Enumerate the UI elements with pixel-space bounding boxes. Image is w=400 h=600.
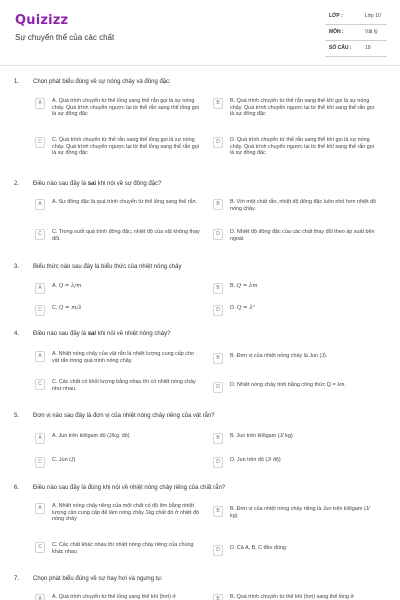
option-letter: A bbox=[35, 283, 45, 294]
question-text-part: khi nói về nhiệt nóng chảy? bbox=[96, 331, 171, 337]
option-letter: B bbox=[213, 594, 223, 600]
option-text: C. Quá trình chuyển từ thể rắn sang thể lỏng gọi là sự nóng chảy. Quá trình chuyển ngược lại từ thể lỏng sang thể rắn gọi là sự đông đặc bbox=[52, 137, 200, 157]
option-letter: D bbox=[213, 382, 223, 393]
question-number: 7. bbox=[14, 576, 20, 582]
option-text bbox=[230, 283, 378, 290]
question-number: 1. bbox=[14, 79, 20, 85]
header-divider bbox=[0, 65, 400, 66]
option-letter: B bbox=[213, 199, 223, 210]
option-text: C. Trong suốt quá trình đông đặc, nhiệt độ của vật không thay đổi. bbox=[52, 229, 200, 242]
question-number: 5. bbox=[14, 413, 20, 419]
option-text: D. Nhiệt độ đông đặc của các chất thay đổi theo áp suất bên ngoài. bbox=[230, 229, 375, 242]
question-number: 6. bbox=[14, 485, 20, 491]
option-letter: B bbox=[213, 283, 223, 294]
option-text: C. Các chất khác nhau thì nhiệt nóng chảy riêng của chúng khác nhau bbox=[52, 542, 194, 555]
option-text bbox=[52, 305, 200, 312]
option-text: B. Jun trên kilôgam (J/ kg) bbox=[230, 433, 293, 439]
question-number: 2. bbox=[14, 181, 20, 187]
option-letter: B bbox=[213, 506, 223, 517]
question-text-part: khi nói về sự đông đặc? bbox=[96, 181, 162, 187]
option-letter: C bbox=[35, 457, 45, 468]
option-text: D. Nhiệt nóng chảy tính bằng công thức Q = λm. bbox=[230, 382, 346, 388]
option-text: A. Quá trình chuyển từ thể lỏng sang thể rắn gọi là sự nóng chảy. Quá trình chuyển ngược lại từ thể rắn sang thể lỏng gọi là sự đông đặc bbox=[52, 98, 200, 118]
option-letter: A bbox=[35, 594, 45, 600]
worksheet-meta bbox=[325, 10, 387, 58]
formula: Q = λ/m bbox=[58, 283, 82, 289]
option-letter: C bbox=[35, 137, 45, 148]
option-prefix: B. bbox=[230, 283, 236, 289]
option-letter: D bbox=[213, 229, 223, 240]
question-text: Biểu thức nào sau đây là biểu thức của nhiệt nóng chảy bbox=[33, 264, 182, 270]
meta-row-subject bbox=[325, 26, 387, 41]
option-text: D. Jun trên độ (J/ độ) bbox=[230, 457, 281, 463]
option-text: A. Nhiệt nóng chảy riêng của một chất có độ lớn bằng nhiệt lượng cần cung cấp để làm nóng chảy 1kg chất đó ở nhiệt độ nóng chảy bbox=[52, 503, 200, 523]
option-text: C. Các chất có khối lượng bằng nhau thì có nhiệt nóng chảy như nhau. bbox=[52, 379, 196, 392]
option-text: A. Sự đông đặc là quá trình chuyển từ thể lỏng sang thể rắn. bbox=[52, 199, 198, 205]
option-prefix: A. bbox=[52, 283, 58, 289]
question-text: Điều nào sau đây là đúng khi nói về nhiệt nóng chảy riêng của chất rắn? bbox=[33, 485, 226, 491]
question-emphasis: sai bbox=[87, 331, 97, 337]
question-text bbox=[33, 181, 383, 187]
option-letter: D bbox=[213, 137, 223, 148]
option-letter: B bbox=[213, 433, 223, 444]
option-text: A. Jun trên kilôgam độ (J/kg. độ) bbox=[52, 433, 130, 439]
meta-value: Vật lý bbox=[365, 29, 378, 35]
quizizz-logo: Quizizz bbox=[15, 13, 69, 28]
option-letter: B bbox=[213, 353, 223, 364]
option-letter: C bbox=[35, 542, 45, 553]
question-text: Chọn phát biểu đúng về sự nóng chảy và đông đặc: bbox=[33, 79, 171, 85]
option-prefix: C. bbox=[52, 305, 58, 311]
option-letter: D bbox=[213, 457, 223, 468]
option-letter: A bbox=[35, 351, 45, 362]
formula: Q = m/λ bbox=[58, 305, 82, 311]
option-text: D. Quá trình chuyển từ thể rắn sang thể khí gọi là sự nóng chảy. Quá trình chuyển ngược lại từ thể khí sang thể rắn gọi là sự đông đặc bbox=[230, 137, 375, 157]
question-text-part: Điều nào sau đây là bbox=[33, 181, 88, 187]
meta-row-class bbox=[325, 10, 387, 25]
question-number: 4. bbox=[14, 331, 20, 337]
option-prefix: D. bbox=[230, 305, 236, 311]
meta-label: LỚP : bbox=[329, 13, 343, 19]
meta-value: Lớp 10 bbox=[365, 13, 381, 19]
option-text: B. Quá trình chuyển từ thể rắn sang thể khí gọi là sự nóng chảy. Quá trình chuyển ngược lại từ thể khí sang thể rắn gọi là sự đông đặc bbox=[230, 98, 375, 118]
question-text: Chọn phát biểu đúng về sự hay hơi và ngưng tụ: bbox=[33, 576, 163, 582]
question-number: 3. bbox=[14, 264, 20, 270]
option-text: B. Với một chất rắn, nhiệt độ đông đặc luôn nhỏ hơn nhiệt độ nóng chảy. bbox=[230, 199, 377, 212]
option-letter: A bbox=[35, 433, 45, 444]
meta-value: 19 bbox=[365, 45, 371, 51]
option-letter: C bbox=[35, 305, 45, 316]
option-letter: D bbox=[213, 305, 223, 316]
option-letter: A bbox=[35, 199, 45, 210]
question-text: Đơn vị nào sau đây là đơn vị của nhiệt nóng chảy riêng của vật rắn? bbox=[33, 413, 215, 419]
page-title: Sự chuyển thể của các chất bbox=[15, 33, 115, 42]
question-text bbox=[33, 331, 383, 337]
option-text: A. Quá trình chuyển từ thể lỏng sang thể khí (hơi) ở bbox=[52, 594, 176, 600]
option-letter: B bbox=[213, 98, 223, 109]
formula: Q = λm bbox=[236, 283, 258, 289]
option-text: A. Nhiệt nóng chảy của vật rắn là nhiệt lượng cung cấp cho vật rắn trong quá trình nóng chảy. bbox=[52, 351, 194, 364]
worksheet-header bbox=[0, 0, 400, 66]
option-text: C. Jun (J) bbox=[52, 457, 76, 463]
option-letter: A bbox=[35, 503, 45, 514]
option-letter: C bbox=[35, 229, 45, 240]
option-text: D. Cả A, B, C đều đúng bbox=[230, 545, 287, 551]
formula: Q = λ² bbox=[236, 305, 255, 311]
question-emphasis: sai bbox=[87, 181, 97, 187]
option-text bbox=[52, 283, 200, 290]
option-letter: D bbox=[213, 545, 223, 556]
option-text: B. Đơn vị của nhiệt nóng chảy riêng là Jun trên kilôgam (J/ kg) bbox=[230, 506, 370, 519]
option-text: B. Đơn vị của nhiệt nóng chảy là Jun (J). bbox=[230, 353, 328, 359]
option-text bbox=[230, 305, 378, 312]
option-text: B. Quá trình chuyển từ thể khí (hơi) sang thể lỏng ở bbox=[230, 594, 354, 600]
meta-label: MÔN : bbox=[329, 29, 344, 35]
option-letter: A bbox=[35, 98, 45, 109]
option-letter: C bbox=[35, 379, 45, 390]
meta-label: SỐ CÂU : bbox=[329, 45, 352, 51]
question-text-part: Điều nào sau đây là bbox=[33, 331, 88, 337]
meta-row-count bbox=[325, 42, 387, 57]
